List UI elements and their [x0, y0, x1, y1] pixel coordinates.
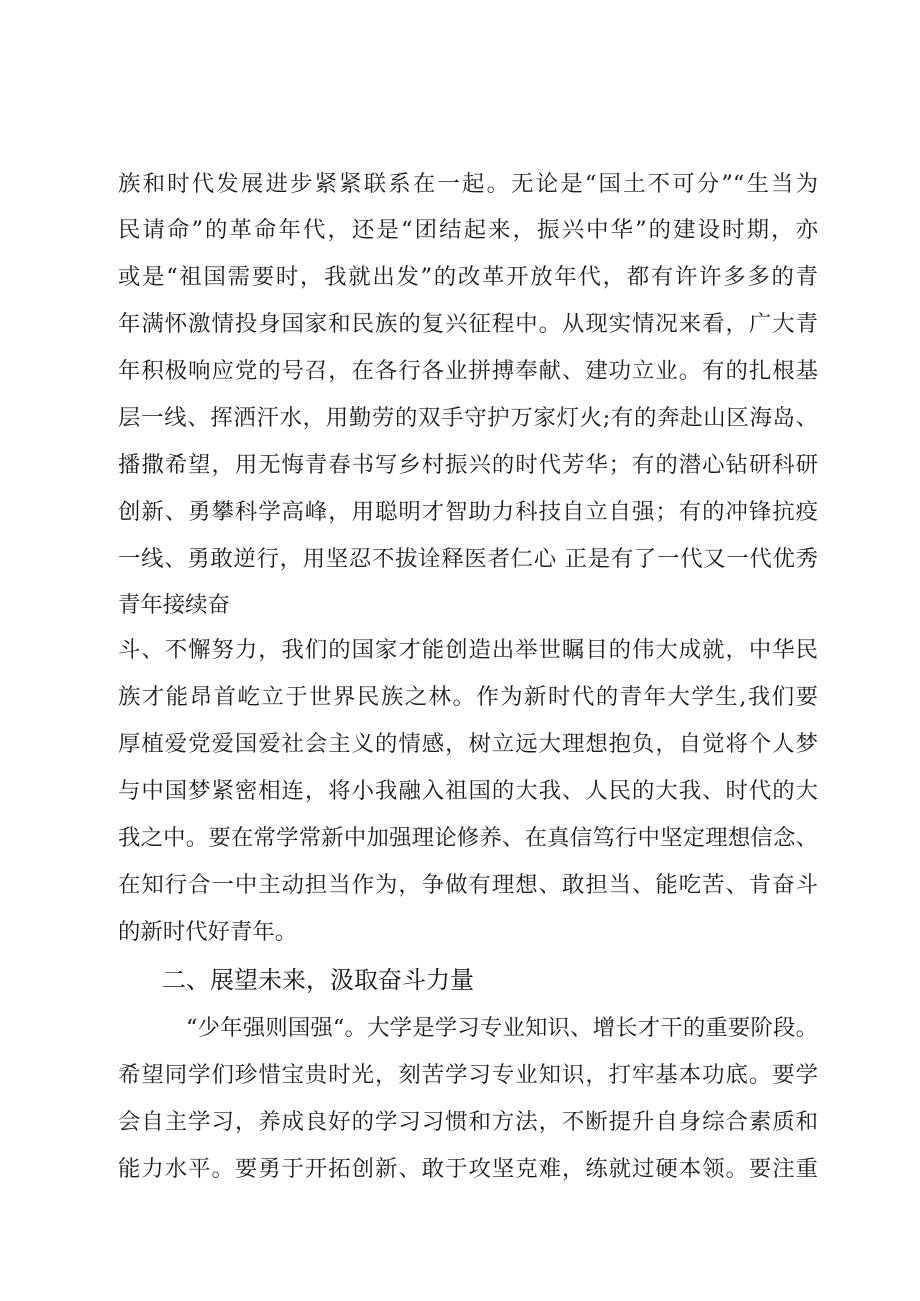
paragraph-line: 与中国梦紧密相连，将小我融入祖国的大我、人民的大我、时代的大: [118, 778, 818, 804]
paragraph-line: 我之中。要在常学常新中加强理论修养、在真信笃行中坚定理想信念、: [118, 825, 818, 851]
paragraph-line: 层一线、挥洒汗水，用勤劳的双手守护万家灯火;有的奔赴山区海岛、: [118, 405, 818, 431]
paragraph-line: 能力水平。要勇于开拓创新、敢于攻坚克难，练就过硬本领。要注重: [118, 1156, 818, 1182]
paragraph-line: “少年强则国强“。大学是学习专业知识、增长才干的重要阶段。: [186, 1015, 818, 1041]
paragraph-line: 族才能昂首屹立于世界民族之林。作为新时代的青年大学生,我们要: [118, 684, 818, 710]
paragraph-line: 青年接续奋: [118, 592, 230, 618]
paragraph-line: 厚植爱党爱国爱社会主义的情感，树立远大理想抱负，自觉将个人梦: [118, 731, 818, 757]
paragraph-line: 播撒希望，用无悔青春书写乡村振兴的时代芳华；有的潜心钻研科研: [118, 452, 818, 478]
paragraph-line: 斗、不懈努力，我们的国家才能创造出举世瞩目的伟大成就，中华民: [118, 637, 818, 663]
paragraph-line: 创新、勇攀科学高峰，用聪明才智助力科技自立自强；有的冲锋抗疫: [118, 499, 818, 525]
paragraph-line: 民请命”的革命年代，还是“团结起来，振兴中华”的建设时期，亦: [118, 217, 818, 243]
paragraph-line: 族和时代发展进步紧紧联系在一起。无论是“国土不可分”“生当为: [118, 171, 818, 197]
paragraph-line: 希望同学们珍惜宝贵时光，刻苦学习专业知识，打牢基本功底。要学: [118, 1062, 818, 1088]
paragraph-line: 在知行合一中主动担当作为，争做有理想、敢担当、能吃苦、肯奋斗: [118, 872, 818, 898]
paragraph-line: 会自主学习，养成良好的学习习惯和方法，不断提升自身综合素质和: [118, 1109, 818, 1135]
paragraph-line: 年积极响应党的号召，在各行各业拼搏奉献、建功立业。有的扎根基: [118, 358, 818, 384]
paragraph-line: 一线、勇敢逆行，用坚忍不拔诠释医者仁心 正是有了一代又一代优秀: [118, 546, 818, 572]
section-heading: 二、展望未来，汲取奋斗力量: [162, 966, 474, 994]
paragraph-line: 或是“祖国需要时，我就出发”的改革开放年代，都有许许多多的青: [118, 264, 818, 290]
paragraph-line: 的新时代好青年。: [118, 919, 298, 945]
paragraph-line: 年满怀激情投身国家和民族的复兴征程中。从现实情况来看，广大青: [118, 311, 818, 337]
